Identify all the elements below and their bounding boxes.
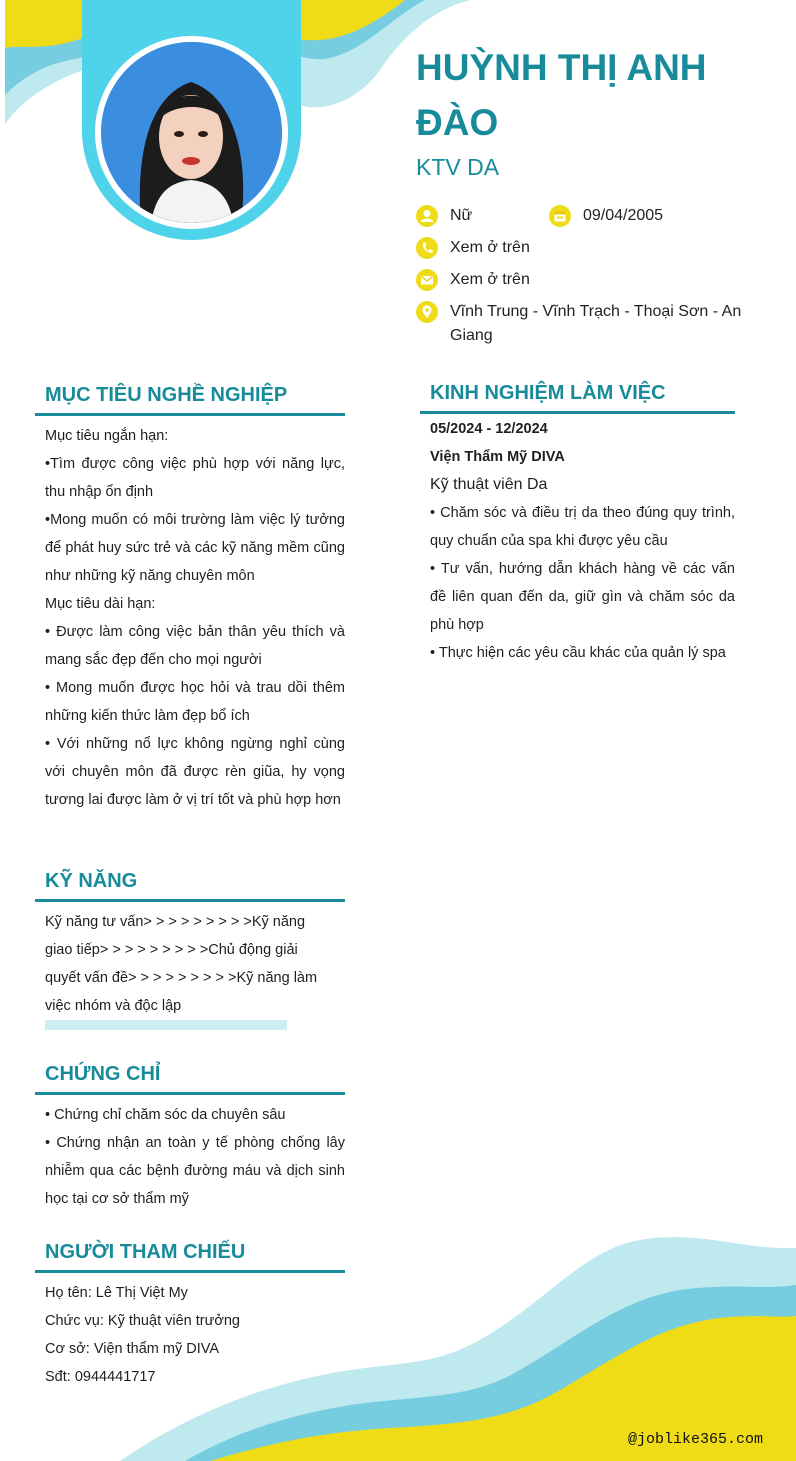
certificates-rule [35, 1092, 345, 1095]
user-icon [416, 205, 438, 227]
skills-text: Kỹ năng tư vấn> > > > > > > > >Kỹ năng giao tiếp> > > > > > > > >Chủ động giải quyết vấn đề> > > > > > > > >Kỹ năng làm việc nhóm và độc lập [45, 914, 318, 1014]
objective-line: Mục tiêu ngắn hạn: [45, 428, 169, 444]
experience-body [430, 415, 735, 667]
location-pin-icon [416, 301, 438, 323]
experience-date: 05/2024 - 12/2024 [430, 421, 548, 437]
objective-rule [35, 413, 345, 416]
objective-title: MỤC TIÊU NGHỀ NGHIỆP [45, 384, 288, 406]
phone-value: Xem ở trên [450, 239, 530, 256]
address-value: Vĩnh Trung - Vĩnh Trạch - Thoại Sơn - An Giang [450, 303, 742, 344]
phone-row [416, 236, 530, 260]
skills-title: KỸ NĂNG [45, 870, 138, 892]
reference-title: NGƯỜI THAM CHIẾU [45, 1241, 246, 1263]
reference-body [45, 1279, 345, 1391]
skill-level-bar [45, 1020, 287, 1030]
address-row [416, 300, 756, 348]
email-value: Xem ở trên [450, 271, 530, 288]
gender-value: Nữ [450, 207, 473, 224]
reference-line: Họ tên: Lê Thị Việt My [45, 1285, 188, 1301]
job-title: KTV DA [416, 154, 500, 180]
certificate-line: • Chứng nhận an toàn y tế phòng chống lây nhiễm qua các bệnh đường máu và dịch sinh học tại cơ sở thẩm mỹ [45, 1135, 345, 1207]
email-row [416, 268, 530, 292]
reference-rule [35, 1270, 345, 1273]
certificates-body [45, 1101, 345, 1213]
experience-duty: • Chăm sóc và điều trị da theo đúng quy trình, quy chuẩn của spa khi được yêu cầu [430, 505, 735, 549]
candidate-name: HUỲNH THỊ ANH ĐÀO [416, 47, 707, 143]
watermark: @joblike365.com [628, 1431, 764, 1448]
mail-icon [416, 269, 438, 291]
objective-line: • Với những nổ lực không ngừng nghỉ cùng với chuyên môn đã được rèn giũa, hy vọng tương lai được làm ở vị trí tốt và phù hợp hơn [45, 736, 345, 808]
reference-line: Cơ sở: Viện thẩm mỹ DIVA [45, 1341, 219, 1357]
phone-icon [416, 237, 438, 259]
birthday-row [549, 204, 663, 228]
birthday-value: 09/04/2005 [583, 207, 664, 224]
experience-company: Viện Thẩm Mỹ DIVA [430, 449, 565, 465]
certificate-line: • Chứng chỉ chăm sóc da chuyên sâu [45, 1107, 286, 1123]
experience-role: Kỹ thuật viên Da [430, 476, 548, 493]
skills-body [45, 908, 330, 1020]
calendar-icon [549, 205, 571, 227]
objective-line: Mục tiêu dài hạn: [45, 596, 156, 612]
experience-duty: • Tư vấn, hướng dẫn khách hàng về các vấn đề liên quan đến da, giữ gìn và chăm sóc da phù hợp [430, 561, 735, 633]
objective-line: • Được làm công việc bản thân yêu thích và mang sắc đẹp đến cho mọi người [45, 624, 345, 668]
experience-rule [420, 411, 735, 414]
objective-body [45, 422, 345, 814]
objective-line: •Mong muốn có môi trường làm việc lý tưởng để phát huy sức trẻ và các kỹ năng mềm cũng như những kỹ năng chuyên môn [45, 512, 345, 584]
reference-line: Sđt: 0944441717 [45, 1369, 156, 1385]
objective-line: •Tìm được công việc phù hợp với năng lực, thu nhập ổn định [45, 456, 345, 500]
reference-line: Chức vụ: Kỹ thuật viên trưởng [45, 1313, 240, 1329]
avatar [101, 42, 282, 223]
skills-rule [35, 899, 345, 902]
experience-title: KINH NGHIỆM LÀM VIỆC [430, 382, 666, 404]
gender-row [416, 204, 472, 228]
certificates-title: CHỨNG CHỈ [45, 1063, 161, 1085]
objective-line: • Mong muốn được học hỏi và trau dồi thêm những kiến thức làm đẹp bổ ích [45, 680, 345, 724]
experience-duty: • Thực hiện các yêu cầu khác của quản lý spa [430, 645, 726, 661]
